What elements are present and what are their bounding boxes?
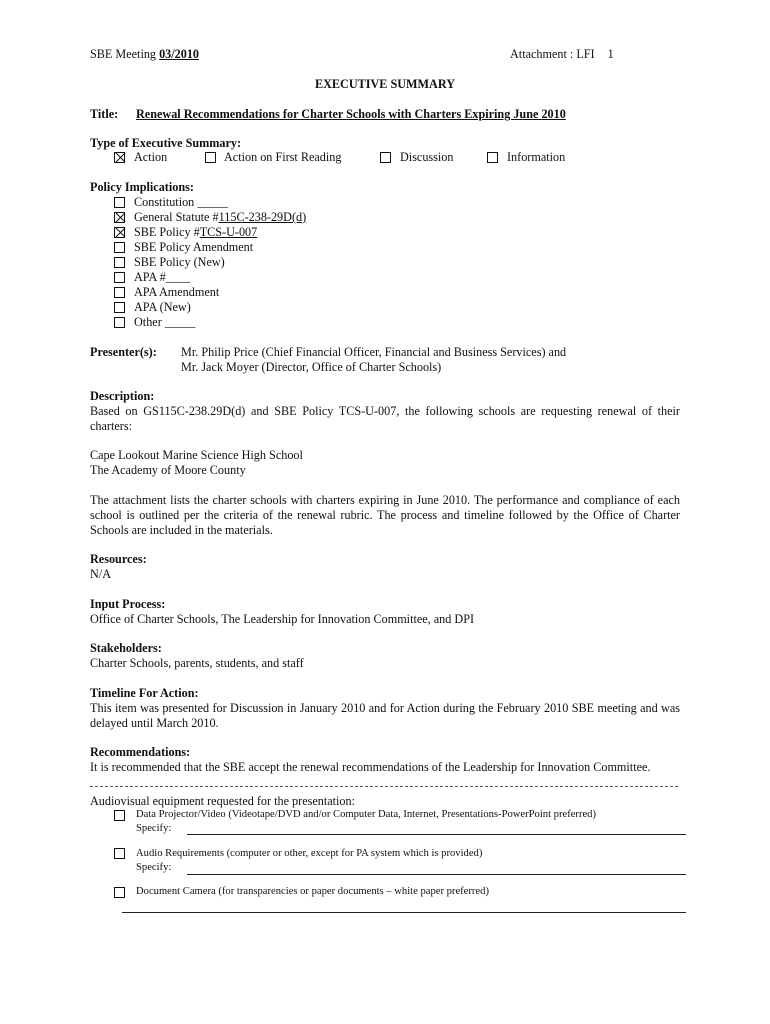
policy-item-label: SBE Policy (New) [134, 255, 225, 269]
policy-item-label: Other _____ [134, 315, 196, 329]
page-number: 1 [607, 47, 614, 61]
checkbox-audio[interactable] [114, 848, 125, 859]
option-discussion-label: Discussion [400, 150, 454, 164]
checkbox-other[interactable] [114, 317, 125, 328]
checkbox-information[interactable] [487, 152, 498, 163]
recommendations-heading: Recommendations: [90, 745, 191, 759]
title-value: Renewal Recommendations for Charter Schools with Charters Expiring June 2010 [136, 107, 566, 121]
policy-item-label: APA #____ [134, 270, 191, 284]
meeting-label: SBE Meeting [90, 47, 157, 61]
input-process-heading: Input Process: [90, 597, 166, 611]
specify-field-projector[interactable] [187, 834, 686, 835]
checkbox-general-statute[interactable] [114, 212, 125, 223]
title-label: Title: [90, 107, 119, 121]
policy-link[interactable]: TCS-U-007 [199, 225, 258, 239]
policy-heading: Policy Implications: [90, 180, 194, 194]
timeline-heading: Timeline For Action: [90, 686, 199, 700]
checkbox-constitution[interactable] [114, 197, 125, 208]
resources-text: N/A [90, 567, 111, 581]
specify-field-audio[interactable] [187, 874, 686, 875]
specify-field-camera[interactable] [122, 912, 686, 913]
description-detail: The attachment lists the charter schools with charters expiring in June 2010. The performance and compliance of each school is outlined per the criteria of the renewal rubric. The process and timeline followed by the Office of Charter Schools are included in the materials. [90, 493, 680, 537]
recommendations-text: It is recommended that the SBE accept the renewal recommendations of the Leadership for Innovation Committee. [90, 760, 651, 774]
av-heading: Audiovisual equipment requested for the presentation: [90, 794, 356, 808]
av-audio-label: Audio Requirements (computer or other, except for PA system which is provided) [136, 848, 483, 859]
policy-item-label: Constitution _____ [134, 195, 228, 209]
checkbox-action-first-reading[interactable] [205, 152, 216, 163]
policy-item-label: SBE Policy Amendment [134, 240, 254, 254]
av-specify-label: Specify: [136, 862, 172, 873]
policy-item-label: APA (New) [134, 300, 191, 314]
av-data-projector-label: Data Projector/Video (Videotape/DVD and/or Computer Data, Internet, Presentations-PowerPoint preferred) [136, 809, 596, 820]
option-information-label: Information [507, 150, 566, 164]
checkbox-apa-new[interactable] [114, 302, 125, 313]
section-divider [90, 786, 678, 787]
checkbox-sbe-policy[interactable] [114, 227, 125, 238]
description-heading: Description: [90, 389, 155, 403]
checkbox-sbe-policy-new[interactable] [114, 257, 125, 268]
description-intro: Based on GS115C-238.29D(d) and SBE Policy TCS-U-007, the following schools are requesting renewal of their charters: [90, 404, 680, 433]
meeting-date: 03/2010 [159, 47, 200, 61]
policy-item-sbe-policy: SBE Policy #TCS-U-007 [134, 225, 258, 239]
checkbox-discussion[interactable] [380, 152, 391, 163]
av-document-camera-label: Document Camera (for transparencies or paper documents – white paper preferred) [136, 886, 489, 897]
checkbox-sbe-policy-amendment[interactable] [114, 242, 125, 253]
checkbox-apa-amendment[interactable] [114, 287, 125, 298]
header-meeting [90, 47, 199, 62]
presenter-line-2: Mr. Jack Moyer (Director, Office of Charter Schools) [181, 360, 442, 374]
document-title: EXECUTIVE SUMMARY [314, 77, 456, 91]
resources-heading: Resources: [90, 552, 147, 566]
policy-item-general-statute: General Statute #115C-238-29D(d) [134, 210, 307, 224]
summary-type-heading: Type of Executive Summary: [90, 136, 242, 150]
checkbox-apa[interactable] [114, 272, 125, 283]
option-action-label: Action [134, 150, 168, 164]
av-specify-label: Specify: [136, 823, 172, 834]
checkbox-action[interactable] [114, 152, 125, 163]
option-first-reading-label: Action on First Reading [224, 150, 342, 164]
school-1: Cape Lookout Marine Science High School [90, 448, 303, 462]
policy-item-label: APA Amendment [134, 285, 220, 299]
school-2: The Academy of Moore County [90, 463, 246, 477]
header-attachment [510, 47, 614, 62]
stakeholders-text: Charter Schools, parents, students, and staff [90, 656, 304, 670]
checkbox-document-camera[interactable] [114, 887, 125, 898]
attachment-label: Attachment : LFI [510, 47, 595, 61]
input-process-text: Office of Charter Schools, The Leadership for Innovation Committee, and DPI [90, 612, 475, 626]
timeline-text: This item was presented for Discussion in January 2010 and for Action during the February 2010 SBE meeting and was delayed until March 2010. [90, 701, 680, 730]
statute-link[interactable]: 115C-238-29D(d) [218, 210, 307, 224]
presenter-line-1: Mr. Philip Price (Chief Financial Officer, Financial and Business Services) and [181, 345, 567, 359]
presenters-label: Presenter(s): [90, 345, 157, 359]
checkbox-data-projector[interactable] [114, 810, 125, 821]
stakeholders-heading: Stakeholders: [90, 641, 162, 655]
